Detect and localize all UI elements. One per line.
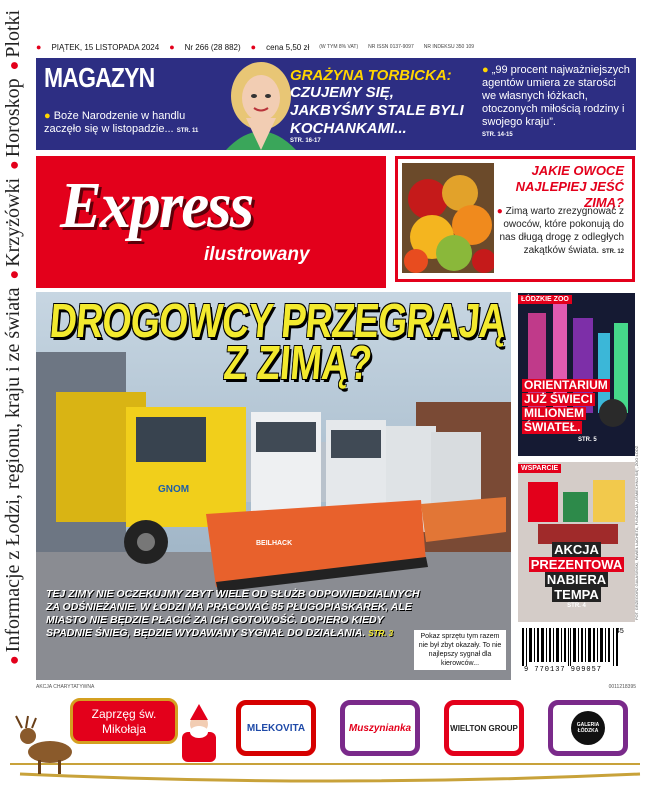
- zoo-line: JUŻ ŚWIECI: [524, 392, 593, 406]
- page-ref: STR. 14-15: [482, 132, 513, 138]
- main-headline: DROGOWCY PRZEGRAJĄ: [47, 295, 508, 348]
- side-item: Informacje z Łodzi, regionu, kraju i ze świata: [2, 287, 24, 653]
- sponsor-muszynianka[interactable]: [340, 700, 420, 756]
- plow-brand: BEILHACK: [256, 540, 293, 547]
- fruit-photo: [402, 163, 494, 273]
- page-ref: STR. 16-17: [290, 138, 321, 144]
- zoo-line: ŚWIATEŁ.: [524, 420, 581, 434]
- sponsor-wielton[interactable]: [444, 700, 524, 756]
- issue-issn: NR ISSN 0137-9097: [368, 44, 414, 50]
- issue-info-line: ● PIĄTEK, 15 LISTOPADA 2024 ● Nr 266 (28 882) ● cena 5,50 zł (W TYM 8% VAT) NR ISSN 0137-9097 NR INDEKSU 350 109: [36, 42, 475, 52]
- page-ref: STR. 12: [601, 249, 624, 255]
- magazine-interview-teaser: [290, 68, 480, 144]
- interviewee-name: GRAŻYNA TORBICKA:: [290, 67, 452, 84]
- masthead: [36, 156, 386, 288]
- sponsor-name: Muszynianka: [348, 722, 412, 734]
- photo-credits: FOT. GRZEGORZ GAŁASIŃSKI, PAWEŁ ŁACHETA, FUNDACJA „UŚMIECHNIJ SIĘ”, ZOO ŁÓDŹ: [634, 445, 639, 620]
- sponsor-name: MLEKOVITA: [246, 722, 306, 734]
- truck-brand: GNOM: [158, 484, 190, 495]
- magazine-left-teaser: ● Boże Narodzenie w handlu zaczęło się w listopadzie... STR. 11: [44, 110, 199, 135]
- page-ref: STR. 5: [578, 437, 597, 443]
- side-strip: [0, 0, 30, 680]
- side-item: Horoskop: [2, 78, 24, 158]
- gift-line: TEMPA: [554, 587, 599, 602]
- ad-left-label: AKCJA CHARYTATYWNA: [36, 684, 95, 690]
- main-story[interactable]: [36, 292, 511, 680]
- issue-number: Nr 266 (28 882): [184, 42, 241, 52]
- zoo-line: ORIENTARIUM: [524, 378, 608, 392]
- main-lead: [46, 588, 426, 640]
- issue-vat: (W TYM 8% VAT): [319, 44, 359, 50]
- sponsor-mlekovita[interactable]: [236, 700, 316, 756]
- issue-index: NR INDEKSU 350 109: [423, 44, 475, 50]
- page-ref: STR. 3: [368, 629, 394, 638]
- zoo-tag: ŁÓDZKIE ZOO: [518, 295, 572, 304]
- main-headline-2: Z ZIMĄ?: [221, 337, 374, 390]
- fruit-text: ● Zimą warto zrezygnować z owoców, które pokonują do nas długą drogę z odległych zakątków świata. STR. 12: [496, 206, 624, 256]
- sponsor-galeria[interactable]: [548, 700, 628, 756]
- gift-headline: [518, 542, 635, 602]
- ad-right-label: 0011218395: [608, 684, 636, 690]
- gift-line: AKCJA: [554, 542, 599, 557]
- issue-date: PIĄTEK, 15 LISTOPADA 2024: [51, 42, 160, 52]
- side-item: Krzyżówki: [2, 177, 24, 267]
- magazine-left-text: Boże Narodzenie w handlu zaczęło się w listopadzie...: [44, 110, 186, 135]
- interview-quote: CZUJEMY SIĘ, JAKBYŚMY STALE BYLI KOCHANKAMI...: [290, 84, 464, 137]
- fruit-body: Zimą warto zrezygnować z owoców, które pokonują do nas długą drogę z odległych zakątków świata.: [499, 206, 624, 256]
- masthead-logo: Express: [60, 169, 253, 242]
- magazine-right-text: „99 procent najważniejszych agentów umiera ze starości we własnych łóżkach, otoczonych miłością rodziny i swojego kraju”.: [482, 64, 630, 128]
- magazine-right-teaser: ● „99 procent najważniejszych agentów umiera ze starości we własnych łóżkach, otoczonych miłością rodziny i swojego kraju”. STR. 14-15: [482, 64, 632, 142]
- magazine-title: MAGAZYN: [44, 62, 155, 93]
- side-item: Plotki: [2, 9, 24, 58]
- gift-tag: WSPARCIE: [518, 464, 561, 473]
- gift-line: PREZENTOWA: [530, 557, 623, 572]
- gift-line: NABIERA: [546, 572, 607, 587]
- masthead-subtitle: ilustrowany: [204, 244, 310, 265]
- photo-caption: Pokaz sprzętu tym razem nie był zbyt okazały. To nie najlepszy sygnał dla kierowców...: [414, 630, 506, 670]
- gift-teaser[interactable]: [518, 462, 635, 622]
- ad-labels: [36, 684, 636, 694]
- sleigh-banner: Zaprzęg św. Mikołaja: [70, 698, 178, 744]
- main-lead-text: TEJ ZIMY NIE OCZEKUJMY ZBYT WIELE OD SŁUŻB ODPOWIEDZIALNYCH ZA ODŚNIEŻANIE. W ŁODZI MA PRACOWAĆ 85 PŁUGOPIASKAREK, ALE MIASTO NIE BĘDZIE PŁACIĆ ZA ICH GOTOWOŚĆ. DOPIERO KIEDY SPADNIE ŚNIEG, BĘDZIE WYDAWANY SYGNAŁ DO DZIAŁANIA.: [46, 588, 420, 639]
- page-ref: STR. 4: [567, 603, 586, 609]
- charity-ad[interactable]: [0, 694, 661, 800]
- magazine-teaser[interactable]: [36, 58, 636, 150]
- issue-price: cena 5,50 zł: [266, 42, 310, 52]
- barcode-bars: [522, 628, 618, 666]
- barcode: [518, 628, 635, 676]
- barcode-digits: 9 770137 909057: [524, 666, 603, 674]
- sponsor-name: WIELTON GROUP: [450, 723, 518, 733]
- side-strip-text: ●Informacje z Łodzi, regionu, kraju i ze świata ●Krzyżówki ●Horoskop ●Plotki: [2, 9, 24, 665]
- zoo-headline: [522, 379, 610, 435]
- barcode-code: 45: [616, 628, 624, 635]
- zoo-line: MILIONEM: [524, 406, 584, 420]
- fruit-question: JAKIE OWOCE NAJLEPIEJ JEŚĆ ZIMĄ?: [515, 163, 624, 210]
- zoo-teaser[interactable]: [518, 293, 635, 456]
- page-ref: STR. 11: [176, 128, 199, 134]
- fruit-teaser[interactable]: [395, 156, 635, 282]
- sponsor-name: GALERIA ŁÓDZKA: [571, 711, 605, 745]
